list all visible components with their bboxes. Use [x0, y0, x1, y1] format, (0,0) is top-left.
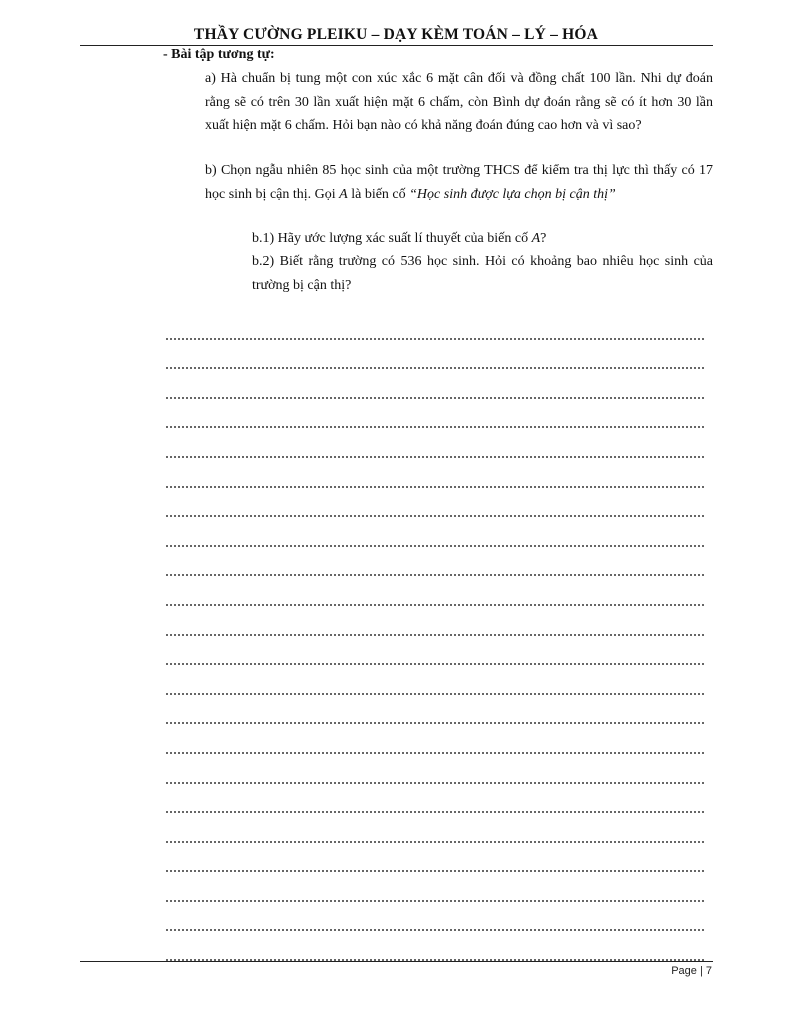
answer-line: [165, 851, 705, 881]
answer-line: [165, 436, 705, 466]
problem-part-b2: b.2) Biết rằng trường có 536 học sinh. Hỏi có khoảng bao nhiêu học sinh của trường bị cận thị?: [252, 254, 713, 293]
answer-line: [165, 792, 705, 822]
answer-line: [165, 348, 705, 378]
page-header-title: THẦY CƯỜNG PLEIKU – DẠY KÈM TOÁN – LÝ – HÓA: [193, 26, 599, 43]
answer-line: [165, 496, 705, 526]
answer-line: [165, 939, 705, 969]
answer-line: [165, 466, 705, 496]
problem-part-a: a) Hà chuẩn bị tung một con xúc xắc 6 mặt cân đối và đồng chất 100 lần. Nhi dự đoán rằng sẽ có trên 30 lần xuất hiện mặt 6 chấm, còn Bình dự đoán rằng sẽ có ít hơn 30 lần xuất hiện mặt 6 chấm. Hỏi bạn nào có khả năng đoán đúng cao hơn và vì sao?: [205, 71, 713, 133]
answer-line: [165, 910, 705, 940]
answer-line: [165, 644, 705, 674]
problem-b1-variable: A: [531, 231, 541, 246]
page-number: Page | 7: [671, 965, 712, 977]
answer-line: [165, 525, 705, 555]
answer-line: [165, 732, 705, 762]
problem-b-event: “Học sinh được lựa chọn bị cận thị”: [409, 186, 616, 202]
problem-part-b: [205, 159, 713, 206]
problem-b-variable: A: [339, 186, 348, 202]
problem-part-b1: [252, 227, 713, 251]
section-label: - Bài tập tương tự:: [163, 47, 275, 62]
problem-b1-text: b.1) Hãy ước lượng xác suất lí thuyết của biến cố: [252, 231, 529, 246]
problem-b1-end: ?: [540, 231, 547, 246]
problem-b-intro: b) Chọn ngẫu nhiên 85 học sinh của một trường THCS để kiểm tra thị lực thì thấy có 17 học sinh bị cận thị. Gọi: [205, 163, 713, 202]
answer-line: [165, 584, 705, 614]
header-divider: [80, 45, 713, 46]
answer-line: [165, 821, 705, 851]
footer-divider: [80, 961, 713, 962]
answer-line: [165, 318, 705, 348]
answer-line: [165, 673, 705, 703]
answer-line: [165, 762, 705, 792]
answer-line: [165, 377, 705, 407]
answer-line: [165, 614, 705, 644]
answer-lines: [165, 318, 705, 969]
answer-line: [165, 407, 705, 437]
answer-line: [165, 555, 705, 585]
answer-line: [165, 703, 705, 733]
problem-b-mid: là biến cố: [351, 186, 406, 202]
answer-line: [165, 880, 705, 910]
